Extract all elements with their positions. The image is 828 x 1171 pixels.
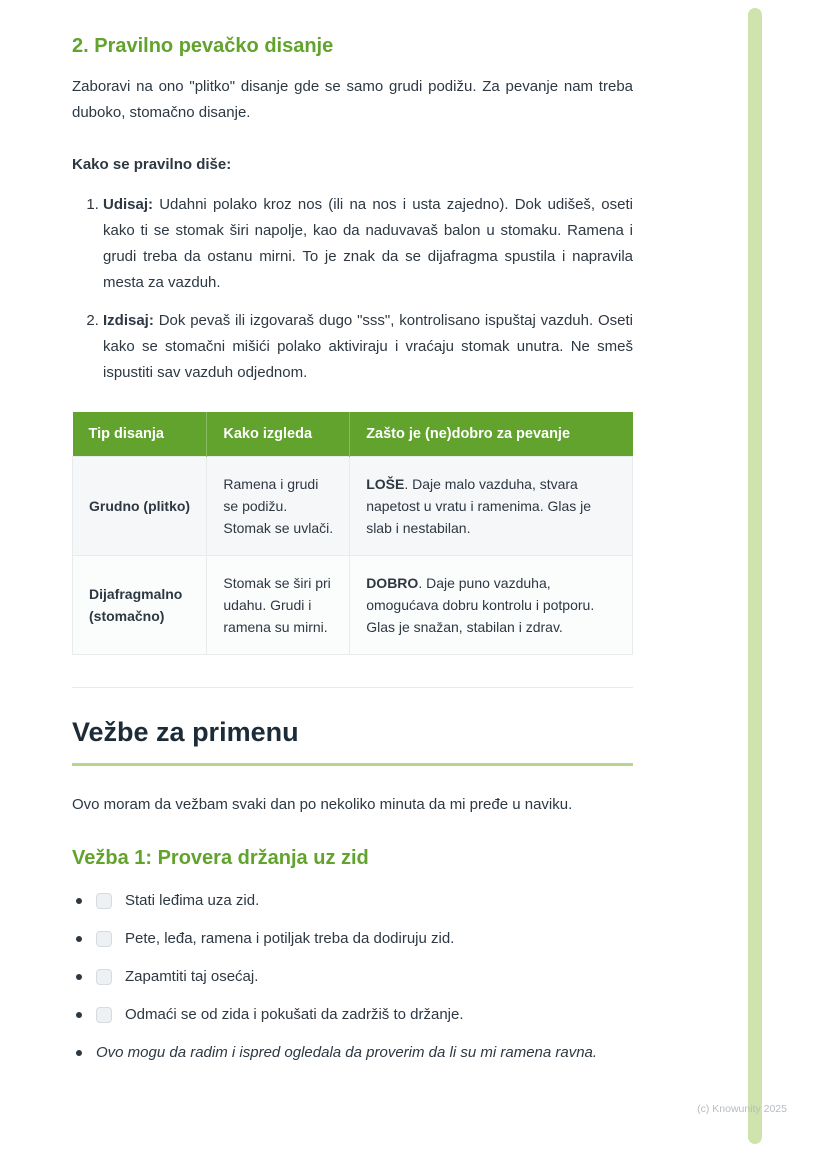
checkbox-unchecked[interactable] bbox=[96, 1007, 112, 1023]
section-divider bbox=[72, 687, 633, 688]
watermark: (c) Knowunity 2025 bbox=[697, 1103, 787, 1115]
checklist-item-label: Stati leđima uza zid. bbox=[125, 891, 260, 909]
breathing-section-heading: 2. Pravilno pevačko disanje bbox=[72, 35, 334, 57]
verdict-explanation: . Daje puno vazduha, omogućava dobru kontrolu i potporu. Glas je snažan, stabilan i zdrav. bbox=[366, 575, 595, 635]
bullet-icon bbox=[76, 974, 82, 980]
verdict-label: LOŠE bbox=[366, 476, 405, 492]
table-header-row bbox=[73, 412, 633, 457]
table-cell-type bbox=[73, 556, 207, 655]
step-label: Izdisaj: bbox=[103, 312, 154, 329]
bullet-icon bbox=[76, 1012, 82, 1018]
bullet-icon bbox=[76, 1050, 82, 1056]
table-cell-verdict bbox=[350, 556, 633, 655]
exercises-intro-paragraph: Ovo moram da vežbam svaki dan po nekoliko minuta da mi pređe u naviku. bbox=[72, 795, 573, 813]
verdict-label: DOBRO bbox=[366, 575, 419, 591]
exercise1-heading: Vežba 1: Provera držanja uz zid bbox=[72, 846, 369, 869]
table-row-dijafragmalno bbox=[73, 556, 633, 655]
checklist-item-label: Pete, leđa, ramena i potiljak treba da dodiruju zid. bbox=[125, 929, 455, 947]
breathing-type-label: Dijafragmalno (stomačno) bbox=[89, 586, 183, 624]
list-item-izdisaj bbox=[103, 308, 633, 386]
table-row-grudno bbox=[73, 457, 633, 556]
checklist-item bbox=[76, 890, 633, 912]
step-text: Dok pevaš ili izgovaraš dugo "sss", kontrolisano ispuštaj vazduh. Oseti kako se stomačni mišići polako aktiviraju i vraćaju stomak unutra. Ne smeš ispustiti sav vazduh odjednom. bbox=[103, 312, 633, 381]
scrollbar[interactable] bbox=[748, 8, 762, 1144]
checkbox-unchecked[interactable] bbox=[96, 969, 112, 985]
checklist-item-label: Zapamtiti taj osećaj. bbox=[125, 967, 259, 985]
table-cell-appearance: Stomak se širi pri udahu. Grudi i ramena su mirni. bbox=[207, 556, 350, 655]
breathing-intro-paragraph: Zaboravi na ono "plitko" disanje gde se samo grudi podižu. Za pevanje nam treba duboko, stomačno disanje. bbox=[72, 78, 633, 121]
breathing-comparison-table bbox=[72, 412, 633, 655]
checkbox-unchecked[interactable] bbox=[96, 893, 112, 909]
list-item-udisaj bbox=[103, 192, 633, 296]
table-cell-type bbox=[73, 457, 207, 556]
breathing-type-label: Grudno (plitko) bbox=[89, 498, 191, 514]
checklist-item-label: Odmaći se od zida i pokušati da zadržiš to držanje. bbox=[125, 1005, 464, 1023]
exercise1-checklist bbox=[72, 890, 633, 1064]
bullet-icon bbox=[76, 898, 82, 904]
breathing-steps-list bbox=[72, 192, 633, 386]
verdict-explanation: . Daje malo vazduha, stvara napetost u vratu i ramenima. Glas je slab i nestabilan. bbox=[366, 476, 592, 536]
exercises-title-underline bbox=[72, 716, 633, 766]
exercises-section-title: Vežbe za primenu bbox=[72, 717, 299, 747]
table-cell-verdict bbox=[350, 457, 633, 556]
checklist-item bbox=[76, 928, 633, 950]
document-content bbox=[72, 34, 633, 1080]
checklist-item bbox=[76, 1004, 633, 1026]
checklist-item bbox=[76, 966, 633, 988]
checkbox-unchecked[interactable] bbox=[96, 931, 112, 947]
table-header-kako-izgleda: Kako izgleda bbox=[207, 412, 350, 457]
bullet-icon bbox=[76, 936, 82, 942]
checklist-note-text: Ovo mogu da radim i ispred ogledala da proverim da li su mi ramena ravna. bbox=[96, 1043, 598, 1061]
step-text: Udahni polako kroz nos (ili na nos i usta zajedno). Dok udišeš, oseti kako ti se stomak širi napolje, kao da naduvavaš balon u stomaku. Ramena i grudi treba da ostanu mirni. To je znak da se dijafragma spustila i napravila mesta za vazduh. bbox=[103, 196, 633, 291]
checklist-note-item bbox=[76, 1042, 633, 1064]
step-label: Udisaj: bbox=[103, 196, 154, 213]
table-header-tip-disanja: Tip disanja bbox=[73, 412, 207, 457]
table-cell-appearance: Ramena i grudi se podižu. Stomak se uvlači. bbox=[207, 457, 350, 556]
table-header-zasto: Zašto je (ne)dobro za pevanje bbox=[350, 412, 633, 457]
how-to-breathe-subheading: Kako se pravilno diše: bbox=[72, 156, 232, 173]
